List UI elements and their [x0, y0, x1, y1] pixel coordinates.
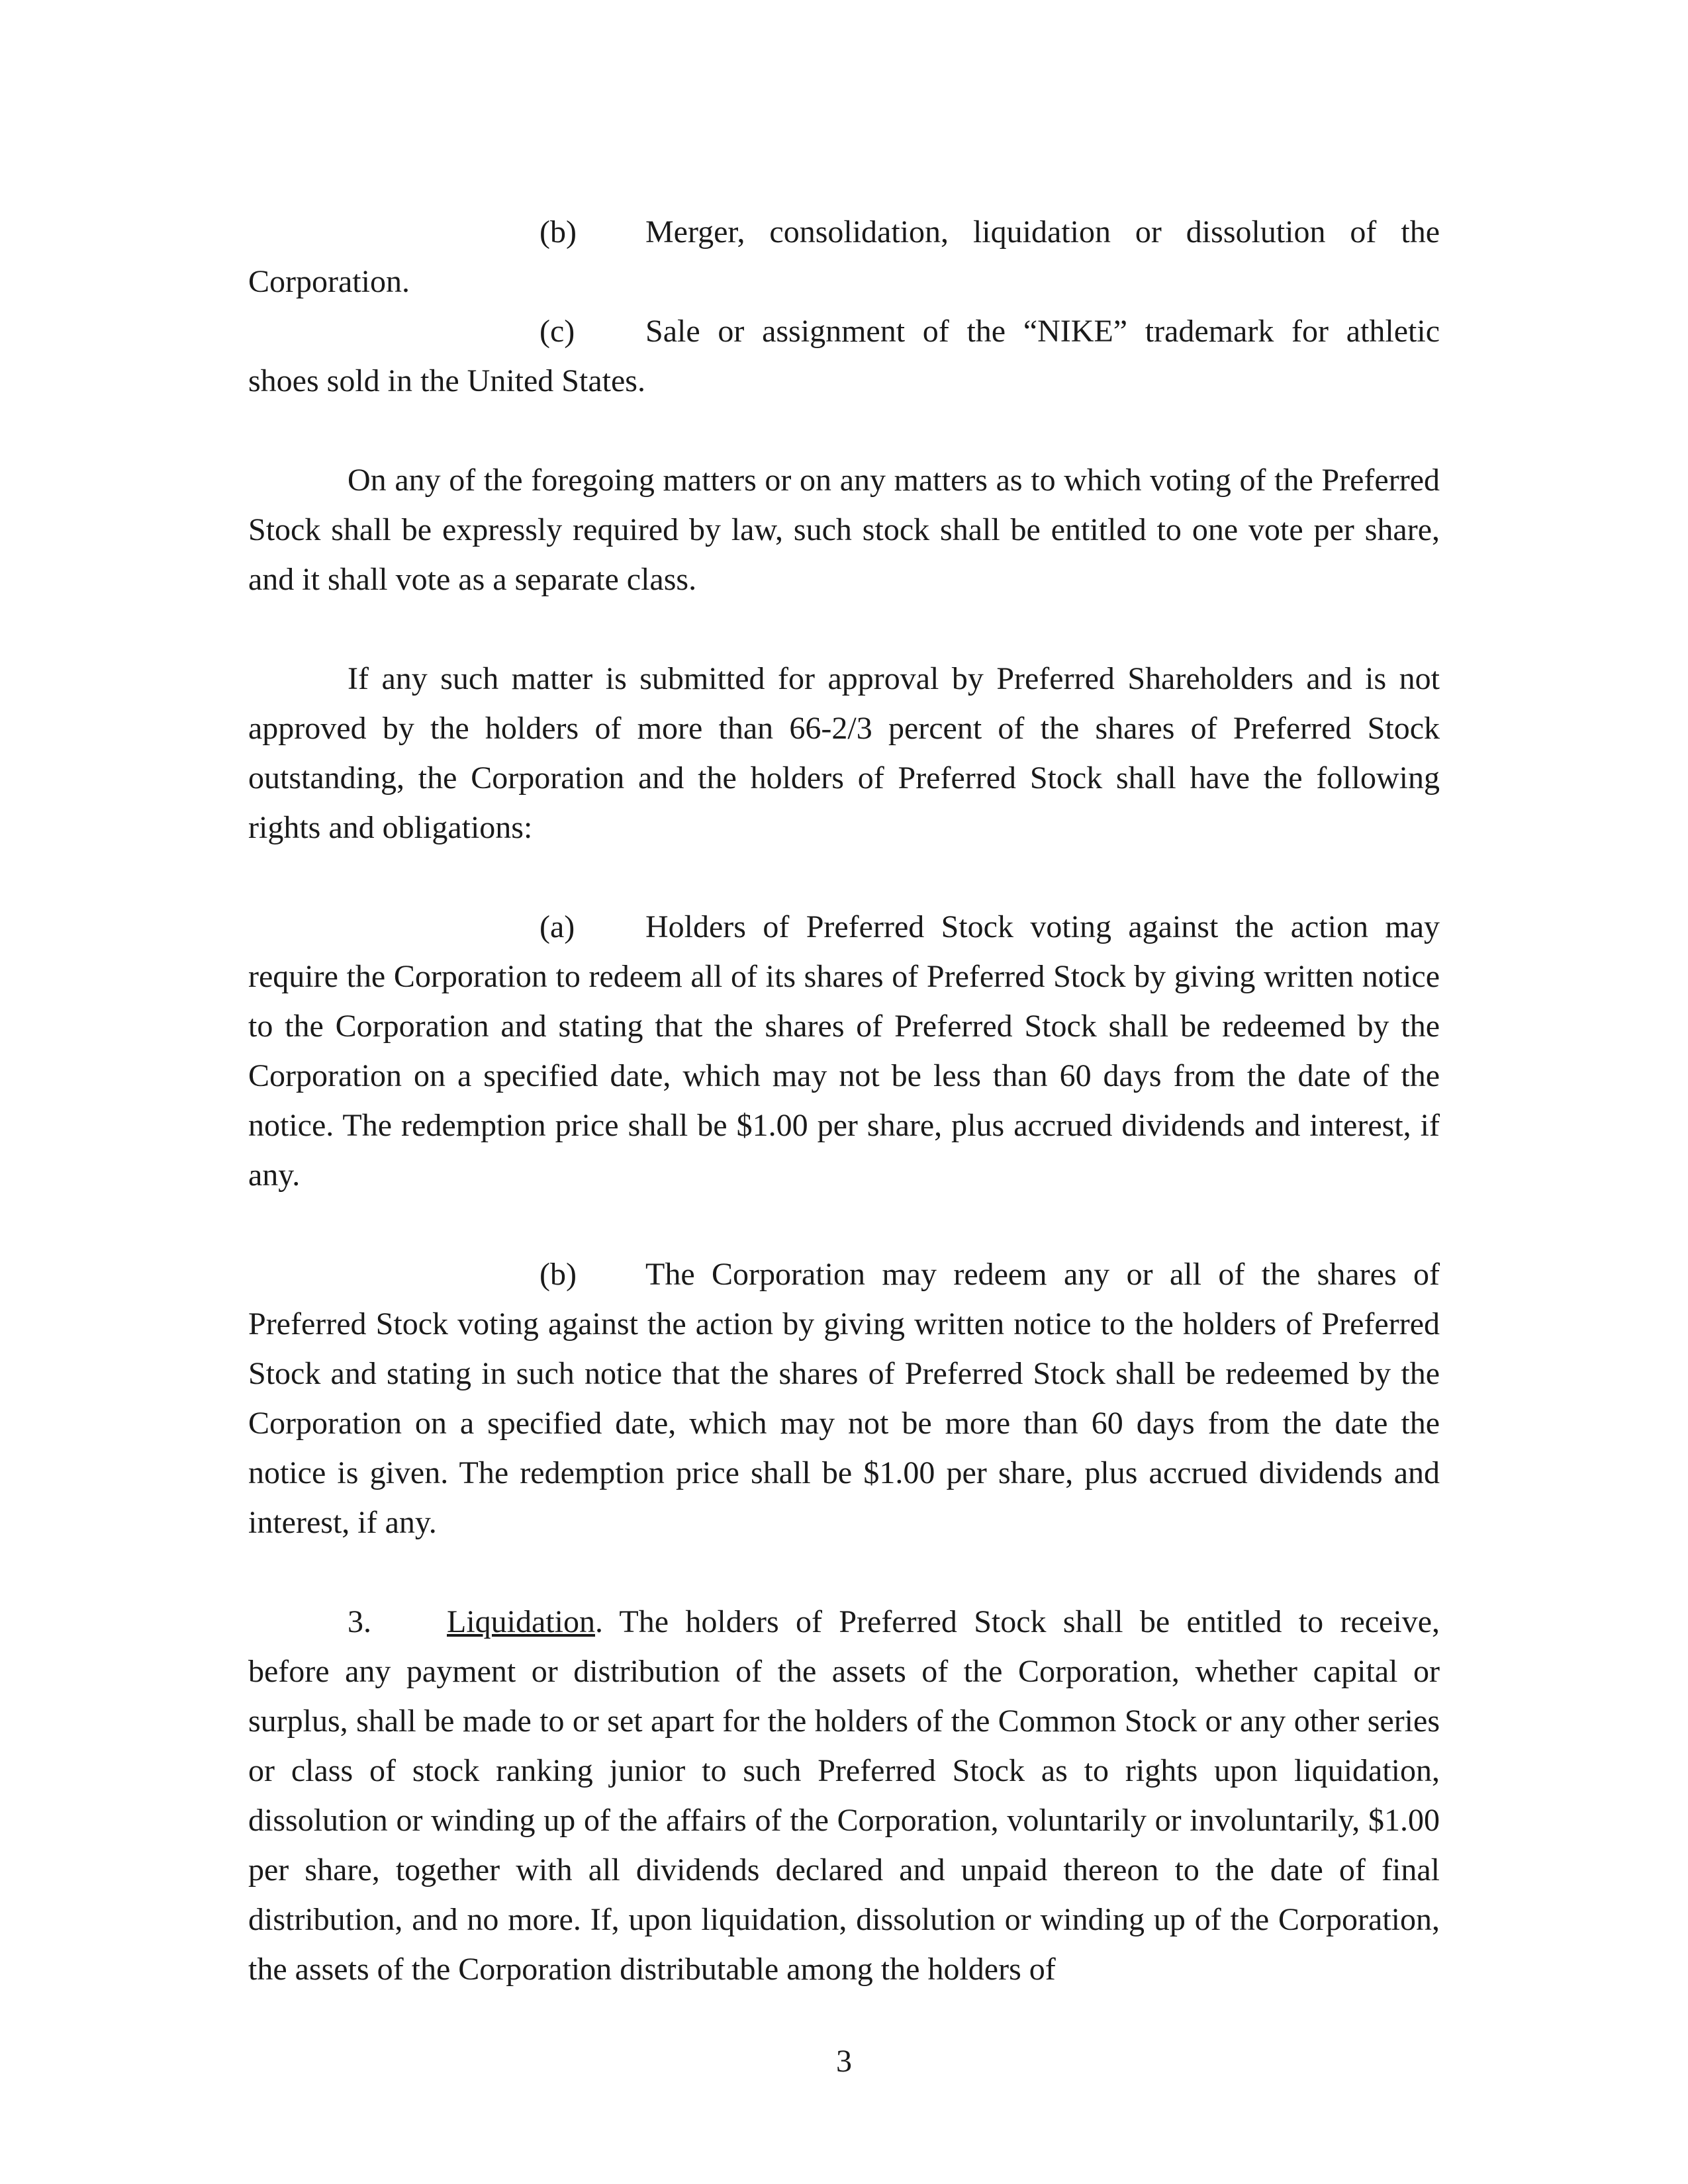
section-number: 3. [348, 1604, 371, 1639]
item-marker: (c) [539, 314, 575, 349]
sub-item-a-holders-redeem [248, 902, 1440, 1200]
section-text: The holders of Preferred Stock shall be entitled to receive, before any payment or distribution of the assets of the Corporation, whether capital or surplus, shall be made to or set apart for the holders of the Common Stock or any other series or class of stock ranking junior to such Preferred Stock as to rights upon liquidation, dissolution or winding up of the affairs of the Corporation, voluntarily or involuntarily, $1.00 per share, together with all dividends declared and unpaid thereon to the date of final distribution, and no more. If, upon liquidation, dissolution or winding up of the Corporation, the assets of the Corporation distributable among the holders of [248, 1604, 1440, 1987]
section-heading: Liquidation [447, 1604, 595, 1639]
item-text: Merger, consolidation, liquidation or dissolution of the Corporation. [248, 214, 1440, 299]
section-heading-punct: . [594, 1604, 603, 1639]
item-text: Holders of Preferred Stock voting against the action may require the Corporation to redeem all of its shares of Preferred Stock by giving written notice to the Corporation and stating that the shares of Preferred Stock shall be redeemed by the Corporation on a specified date, which may not be less than 60 days from the date of the notice. The redemption price shall be $1.00 per share, plus accrued dividends and interest, if any. [248, 909, 1440, 1193]
section-3-liquidation [248, 1597, 1440, 1994]
sub-item-b-corporation-redeem [248, 1250, 1440, 1547]
paragraph-text: If any such matter is submitted for approval by Preferred Shareholders and is not approved by the holders of more than 66-2/3 percent of the shares of Preferred Stock outstanding, the Corporation and the holders of Preferred Stock shall have the following rights and obligations: [248, 661, 1440, 845]
item-marker: (a) [539, 909, 575, 944]
paragraph-voting [248, 455, 1440, 604]
item-text: Sale or assignment of the “NIKE” trademark for athletic shoes sold in the United States. [248, 314, 1440, 398]
sub-item-c-trademark [248, 306, 1440, 406]
paragraph-text: On any of the foregoing matters or on any matters as to which voting of the Preferred Stock shall be expressly required by law, such stock shall be entitled to one vote per share, and it shall vote as a separate class. [248, 463, 1440, 597]
item-text: The Corporation may redeem any or all of the shares of Preferred Stock voting against the action by giving written notice to the holders of Preferred Stock and stating in such notice that the shares of Preferred Stock shall be redeemed by the Corporation on a specified date, which may not be more than 60 days from the date the notice is given. The redemption price shall be $1.00 per share, plus accrued dividends and interest, if any. [248, 1257, 1440, 1540]
sub-item-b-merger [248, 207, 1440, 306]
item-marker: (b) [539, 1257, 577, 1292]
item-marker: (b) [539, 214, 577, 250]
page-number: 3 [836, 2044, 852, 2079]
paragraph-approval [248, 654, 1440, 852]
